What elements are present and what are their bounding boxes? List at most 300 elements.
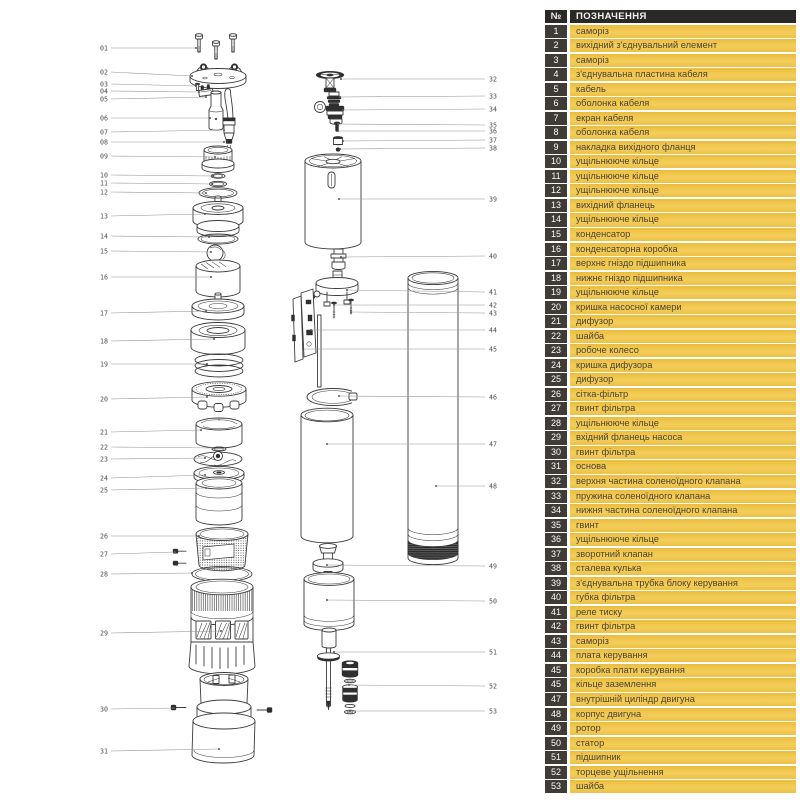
row-label: губка фільтра	[570, 591, 796, 604]
callout-dot	[340, 78, 342, 80]
callout-dot	[211, 183, 213, 185]
row-number: 28	[545, 417, 567, 430]
table-row	[545, 533, 796, 546]
row-label: накладка вихідного фланця	[570, 141, 796, 154]
callout-line	[111, 458, 205, 459]
row-label: дифузор	[570, 373, 796, 386]
callout-dot	[200, 429, 202, 431]
row-number: 9	[545, 141, 567, 154]
rotor-top-icon	[313, 544, 343, 577]
callout-dot	[223, 129, 225, 131]
row-number: 48	[545, 708, 567, 721]
callout-dot	[204, 457, 206, 459]
callout-dot	[339, 148, 341, 150]
callout-number: 38	[489, 144, 497, 153]
callout-dot	[198, 535, 200, 537]
upper-bearing-seat-icon	[192, 293, 244, 320]
callout-line	[111, 708, 174, 709]
callout-dot	[338, 198, 340, 200]
row-label: верхнє гніздо підшипника	[570, 257, 796, 270]
table-row	[545, 577, 796, 590]
row-number: 51	[545, 751, 567, 764]
row-number: 36	[545, 533, 567, 546]
table-row	[545, 25, 796, 38]
parts-table-rows	[545, 25, 796, 794]
table-row	[545, 213, 796, 226]
callout-dot	[208, 236, 210, 238]
callout-number: 19	[100, 360, 108, 369]
control-board-icon	[301, 289, 316, 357]
callout-dot	[339, 96, 341, 98]
callout-line	[343, 109, 485, 110]
table-row	[545, 272, 796, 285]
row-number: 52	[545, 766, 567, 779]
row-label: підшипник	[570, 751, 796, 764]
diffuser-21-icon	[196, 418, 242, 448]
callout-number: 40	[489, 252, 497, 261]
callout-number: 01	[100, 44, 108, 53]
callout-number: 21	[100, 428, 108, 437]
table-row	[545, 286, 796, 299]
row-label: ущільнююче кільце	[570, 286, 796, 299]
row-number: 42	[545, 620, 567, 633]
callout-dot	[338, 395, 340, 397]
callout-line	[338, 124, 485, 125]
callout-dot	[337, 130, 339, 132]
callout-number: 49	[489, 562, 497, 571]
table-row	[545, 737, 796, 750]
callout-number: 31	[100, 747, 108, 756]
row-label: саморіз	[570, 635, 796, 648]
o-ring-19-icon	[195, 354, 243, 377]
callout-dot	[212, 175, 214, 177]
callout-dot	[205, 96, 207, 98]
callout-line	[111, 156, 215, 157]
motor-housing-icon	[408, 271, 458, 564]
callout-dot	[342, 109, 344, 111]
impeller-icon	[194, 452, 242, 466]
table-row	[545, 97, 796, 110]
row-label: зворотний клапан	[570, 548, 796, 561]
callout-line	[343, 140, 485, 141]
table-row	[545, 39, 796, 52]
ground-ring-icon	[307, 315, 364, 406]
row-label: з'єднувальна трубка блоку керування	[570, 577, 796, 590]
row-label: основа	[570, 460, 796, 473]
table-row	[545, 635, 796, 648]
callout-number: 07	[100, 128, 108, 137]
row-label: вхідний фланець насоса	[570, 431, 796, 444]
callout-number: 45	[489, 345, 497, 354]
outlet-flange-icon	[193, 196, 243, 237]
callout-dot	[326, 443, 328, 445]
table-row	[545, 519, 796, 532]
row-label: коробка плати керування	[570, 664, 796, 677]
row-number: 13	[545, 199, 567, 212]
row-label: нижня частина соленоїдного клапана	[570, 504, 796, 517]
callout-line	[111, 91, 199, 92]
callout-line	[111, 447, 214, 448]
row-number: 41	[545, 606, 567, 619]
row-number: 22	[545, 330, 567, 343]
row-number: 34	[545, 504, 567, 517]
table-row	[545, 504, 796, 517]
callout-line	[340, 148, 485, 149]
capacitor-box-icon	[196, 260, 240, 297]
row-label: вихідний фланець	[570, 199, 796, 212]
capacitor-icon	[207, 245, 225, 261]
row-number: 16	[545, 243, 567, 256]
row-label: сітка-фільтр	[570, 388, 796, 401]
callout-line	[349, 685, 485, 686]
row-label: ущільнююче кільце	[570, 170, 796, 183]
callout-line	[111, 175, 213, 176]
row-number: 6	[545, 97, 567, 110]
row-label: гвинт фільтра	[570, 402, 796, 415]
callout-number: 50	[489, 597, 497, 606]
row-label: ущільнююче кільце	[570, 155, 796, 168]
callout-number: 44	[489, 326, 497, 335]
table-row	[545, 330, 796, 343]
row-number: 2	[545, 39, 567, 52]
row-number: 11	[545, 170, 567, 183]
table-row	[545, 548, 796, 561]
callout-number: 12	[100, 188, 108, 197]
row-number: 10	[545, 155, 567, 168]
callout-dot	[348, 684, 350, 686]
table-row	[545, 649, 796, 662]
control-unit-tube-icon	[305, 154, 361, 249]
row-number: 25	[545, 373, 567, 386]
table-row	[545, 417, 796, 430]
callout-number: 16	[100, 273, 108, 282]
row-label: кільце заземлення	[570, 678, 796, 691]
callout-number: 20	[100, 395, 108, 404]
row-number: 30	[545, 446, 567, 459]
table-row	[545, 344, 796, 357]
row-label: вихідний з'єднувальний елемент	[570, 39, 796, 52]
table-row	[545, 388, 796, 401]
table-row	[545, 199, 796, 212]
row-number: 37	[545, 548, 567, 561]
callout-dot	[205, 487, 207, 489]
o-ring-small-icon	[199, 174, 237, 199]
row-label: корпус двигуна	[570, 708, 796, 721]
row-label: кабель	[570, 83, 796, 96]
row-number: 39	[545, 577, 567, 590]
callout-number: 22	[100, 443, 108, 452]
callout-number: 06	[100, 114, 108, 123]
callout-number: 02	[100, 68, 108, 77]
row-label: гвинт фільтра	[570, 620, 796, 633]
table-row	[545, 83, 796, 96]
mesh-filter-icon	[196, 528, 248, 571]
table-row	[545, 664, 796, 677]
table-row	[545, 460, 796, 473]
outlet-flange-pad-icon	[202, 146, 234, 173]
callout-dot	[206, 396, 208, 398]
row-label: внутрішній циліндр двигуна	[570, 693, 796, 706]
callout-line	[111, 552, 175, 554]
row-number: 1	[545, 25, 567, 38]
callout-dot	[333, 651, 335, 653]
row-label: конденсатор	[570, 228, 796, 241]
callout-number: 39	[489, 195, 497, 204]
callout-dot	[204, 474, 206, 476]
callout-dot	[206, 363, 208, 365]
table-row	[545, 315, 796, 328]
rotor-body-icon	[304, 573, 354, 648]
callout-dot	[326, 599, 328, 601]
callout-number: 53	[489, 707, 497, 716]
header-name-cell: ПОЗНАЧЕННЯ	[570, 10, 796, 23]
row-number: 5	[545, 83, 567, 96]
row-number: 8	[545, 126, 567, 139]
callout-number: 51	[489, 648, 497, 657]
callout-number: 11	[100, 179, 108, 188]
row-number: 21	[545, 315, 567, 328]
callout-dot	[435, 485, 437, 487]
callout-dot	[174, 551, 176, 553]
mech-seal-icon	[342, 661, 358, 714]
row-number: 26	[545, 388, 567, 401]
callout-dot	[310, 329, 312, 331]
callout-dot	[214, 156, 216, 158]
row-number: 40	[545, 591, 567, 604]
table-row	[545, 678, 796, 691]
row-number: 32	[545, 475, 567, 488]
callout-line	[111, 236, 209, 237]
filter-sponge-icon	[331, 249, 346, 270]
callout-number: 18	[100, 337, 108, 346]
callout-line	[111, 97, 206, 99]
row-number: 20	[545, 301, 567, 314]
callout-line	[111, 130, 224, 132]
table-row	[545, 243, 796, 256]
callout-line	[111, 430, 201, 432]
callout-line	[111, 214, 205, 216]
callout-number: 35	[489, 121, 497, 130]
check-valve-icon	[333, 136, 343, 145]
callout-number: 09	[100, 152, 108, 161]
callout-dot	[350, 311, 352, 313]
callout-number: 05	[100, 95, 108, 104]
table-row	[545, 446, 796, 459]
callout-number: 26	[100, 532, 108, 541]
cable-sheath-icon	[209, 91, 223, 130]
row-label: шайба	[570, 330, 796, 343]
row-label: робоче колесо	[570, 344, 796, 357]
solenoid-top-icon	[316, 71, 344, 92]
row-label: статор	[570, 737, 796, 750]
row-number: 27	[545, 402, 567, 415]
callout-dot	[209, 117, 211, 119]
row-label: ущільнююче кільце	[570, 213, 796, 226]
table-row	[545, 257, 796, 270]
callout-number: 47	[489, 440, 497, 449]
row-label: кришка дифузора	[570, 359, 796, 372]
row-number: 38	[545, 562, 567, 575]
table-row	[545, 562, 796, 575]
table-row	[545, 591, 796, 604]
callout-dot	[340, 256, 342, 258]
row-label: гвинт	[570, 519, 796, 532]
row-number: 19	[545, 286, 567, 299]
row-number: 47	[545, 693, 567, 706]
table-row	[545, 475, 796, 488]
callout-number: 43	[489, 309, 497, 318]
callout-dot	[191, 75, 193, 77]
table-row	[545, 490, 796, 503]
callout-number: 29	[100, 629, 108, 638]
callout-line	[111, 192, 206, 193]
shaft-bearing-icon	[318, 648, 340, 710]
callout-number: 30	[100, 705, 108, 714]
row-number: 3	[545, 54, 567, 67]
diffuser-25-icon	[196, 477, 242, 525]
table-row	[545, 708, 796, 721]
row-label: екран кабеля	[570, 112, 796, 125]
row-label: ротор	[570, 722, 796, 735]
row-label: пружина соленоїдного клапана	[570, 490, 796, 503]
pump-chamber-cover-icon	[192, 382, 246, 412]
inlet-flange-icon	[189, 579, 255, 674]
row-number: 35	[545, 519, 567, 532]
callout-number: 34	[489, 105, 497, 114]
row-label: сталева кулька	[570, 562, 796, 575]
callout-line	[341, 256, 485, 257]
callout-line	[111, 573, 192, 574]
row-number: 44	[545, 649, 567, 662]
callout-dot	[191, 572, 193, 574]
table-row	[545, 155, 796, 168]
row-number: 4	[545, 68, 567, 81]
callout-number: 32	[489, 75, 497, 84]
callout-number: 25	[100, 486, 108, 495]
callout-number: 27	[100, 550, 108, 559]
callout-number: 46	[489, 393, 497, 402]
callout-dot	[302, 348, 304, 350]
row-number: 7	[545, 112, 567, 125]
callout-number: 23	[100, 455, 108, 464]
callout-line	[111, 475, 205, 478]
row-number: 14	[545, 213, 567, 226]
callout-dot	[210, 251, 212, 253]
table-row	[545, 373, 796, 386]
callout-number: 08	[100, 138, 108, 147]
solenoid-spring-icon	[327, 92, 341, 106]
callout-number: 48	[489, 482, 497, 491]
callout-dot	[326, 564, 328, 566]
row-number: 15	[545, 228, 567, 241]
row-label: нижнє гніздо підшипника	[570, 272, 796, 285]
screws-top-icon	[196, 34, 237, 59]
callout-dot	[210, 276, 212, 278]
cable-screen-icon	[223, 89, 235, 148]
row-label: саморіз	[570, 25, 796, 38]
table-row	[545, 359, 796, 372]
row-label: ущільнююче кільце	[570, 417, 796, 430]
row-label: саморіз	[570, 54, 796, 67]
row-label: верхня частина соленоїдного клапана	[570, 475, 796, 488]
table-row	[545, 170, 796, 183]
table-row	[545, 112, 796, 125]
callout-number: 10	[100, 171, 108, 180]
table-row	[545, 54, 796, 67]
callout-dot	[220, 630, 222, 632]
table-row	[545, 751, 796, 764]
row-number: 49	[545, 722, 567, 735]
callout-dot	[198, 91, 200, 93]
row-label: з'єднувальна пластина кабеля	[570, 68, 796, 81]
callout-number: 03	[100, 80, 108, 89]
table-row	[545, 301, 796, 314]
table-row	[545, 620, 796, 633]
row-number: 17	[545, 257, 567, 270]
table-row	[545, 141, 796, 154]
callout-number: 36	[489, 127, 497, 136]
row-label: оболонка кабеля	[570, 97, 796, 110]
callout-number: 24	[100, 474, 108, 483]
screw-35-icon	[334, 122, 340, 132]
callout-line	[111, 183, 212, 184]
callout-number: 17	[100, 309, 108, 318]
callout-line	[340, 96, 485, 97]
callout-number: 04	[100, 87, 108, 96]
callout-dot	[213, 338, 215, 340]
callout-dot	[333, 304, 335, 306]
row-number: 12	[545, 184, 567, 197]
callout-line	[111, 84, 196, 86]
callout-line	[111, 72, 192, 76]
callout-dot	[218, 748, 220, 750]
row-number: 33	[545, 490, 567, 503]
callout-line	[111, 488, 206, 490]
callout-dot	[342, 140, 344, 142]
parts-table-header	[545, 10, 796, 23]
row-label: гвинт фільтра	[570, 446, 796, 459]
table-row	[545, 722, 796, 735]
row-number: 31	[545, 460, 567, 473]
callout-dot	[223, 141, 225, 143]
callout-dot	[205, 310, 207, 312]
row-number: 24	[545, 359, 567, 372]
callout-dot	[173, 707, 175, 709]
row-number: 50	[545, 737, 567, 750]
table-row	[545, 431, 796, 444]
callout-number: 13	[100, 212, 108, 221]
callout-number: 42	[489, 301, 497, 310]
callout-dot	[213, 447, 215, 449]
row-label: ущільнююче кільце	[570, 184, 796, 197]
callout-dot	[205, 192, 207, 194]
callout-number: 14	[100, 232, 108, 241]
callout-dot	[337, 123, 339, 125]
table-row	[545, 228, 796, 241]
row-label: плата керування	[570, 649, 796, 662]
row-number: 23	[545, 344, 567, 357]
inner-motor-cylinder-icon	[301, 408, 353, 543]
row-number: 45	[545, 678, 567, 691]
callout-number: 33	[489, 92, 497, 101]
row-number: 45	[545, 664, 567, 677]
table-row	[545, 766, 796, 779]
table-row	[545, 126, 796, 139]
callout-dot	[195, 85, 197, 87]
row-number: 18	[545, 272, 567, 285]
o-ring-14-icon	[198, 234, 238, 244]
row-label: реле тиску	[570, 606, 796, 619]
